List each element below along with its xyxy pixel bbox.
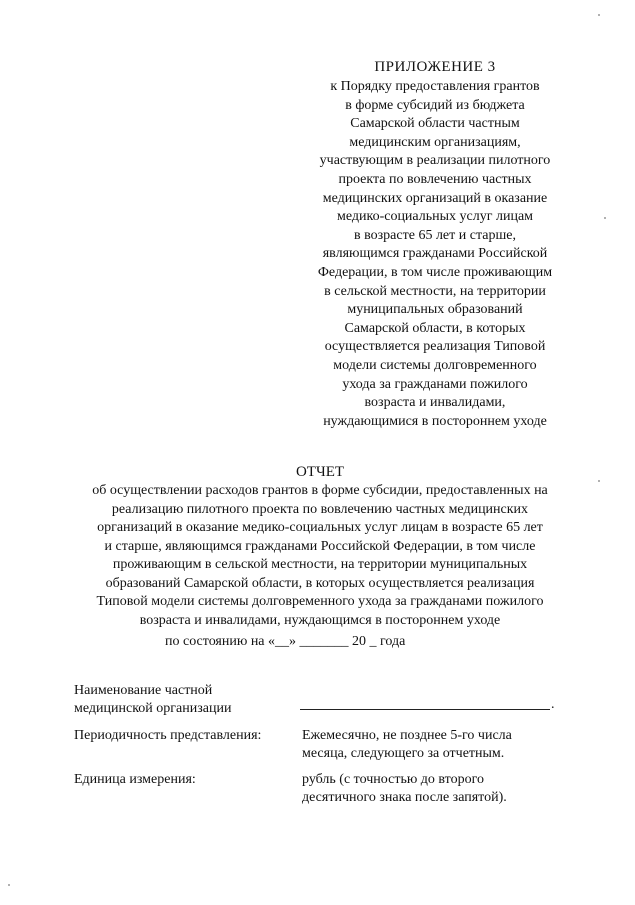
period-label: Периодичность представления: — [74, 728, 262, 743]
org-name-fill-line[interactable] — [300, 709, 550, 710]
appendix-block — [300, 58, 570, 431]
org-name-fill-period: . — [551, 697, 555, 712]
appendix-line: медицинских организаций в оказание — [322, 190, 548, 206]
appendix-line: модели системы долговременного — [333, 357, 537, 373]
report-title: ОТЧЕТ — [295, 464, 345, 480]
report-subtitle-line: и старше, являющимся гражданами Российской Федерации, в том числе — [104, 538, 536, 554]
appendix-line: возраста и инвалидами, — [364, 395, 506, 411]
appendix-line: медицинским организациям, — [349, 134, 521, 150]
appendix-line: муниципальных образований — [347, 302, 523, 318]
appendix-line: проекта по вовлечению частных — [338, 171, 532, 187]
unit-value-line2: десятичного знака после запятой). — [302, 790, 507, 805]
scan-speck — [8, 884, 10, 886]
unit-label: Единица измерения: — [74, 772, 196, 787]
appendix-line: являющимся гражданами Российской — [322, 246, 548, 262]
appendix-line: Федерации, в том числе проживающим — [317, 264, 553, 280]
unit-value-line1: рубль (с точностью до второго — [302, 772, 484, 787]
appendix-line: участвующим в реализации пилотного — [319, 153, 551, 169]
appendix-line: медико-социальных услуг лицам — [336, 209, 534, 225]
period-value-line2: месяца, следующего за отчетным. — [302, 746, 505, 761]
appendix-line: осуществляется реализация Типовой — [324, 339, 546, 355]
org-name-label-line2: медицинской организации — [74, 701, 232, 716]
report-date-line: по состоянию на «__» _______ 20 _ года — [165, 634, 406, 649]
appendix-line: нуждающимися в постороннем уходе — [323, 413, 547, 429]
scan-speck — [598, 14, 600, 16]
report-subtitle-line: реализацию пилотного проекта по вовлечению частных медицинских — [111, 501, 529, 517]
appendix-line: в форме субсидий из бюджета — [345, 97, 525, 113]
report-subtitle-line: возраста и инвалидами, нуждающимся в постороннем уходе — [139, 612, 501, 628]
period-value-line1: Ежемесячно, не позднее 5-го числа — [302, 728, 512, 743]
report-subtitle-line: образований Самарской области, в которых осуществляется реализация — [105, 575, 535, 591]
appendix-line: ухода за гражданами пожилого — [342, 376, 528, 392]
appendix-line: в сельской местности, на территории — [324, 283, 546, 299]
scan-speck — [604, 217, 606, 219]
report-subtitle-line: организаций в оказание медико-социальных услуг лицам в возрасте 65 лет — [97, 520, 543, 535]
appendix-line: в возрасте 65 лет и старше, — [354, 227, 516, 243]
appendix-line: Самарской области частным — [350, 116, 520, 132]
appendix-title: ПРИЛОЖЕНИЕ 3 — [374, 59, 496, 75]
appendix-line: Самарской области, в которых — [344, 320, 526, 336]
report-subtitle-line: Типовой модели системы долговременного ухода за гражданами пожилого — [96, 594, 544, 609]
scan-speck — [598, 480, 600, 482]
report-heading-block — [40, 463, 600, 630]
report-subtitle-line: проживающим в сельской местности, на территории муниципальных — [112, 557, 528, 572]
org-name-label-line1: Наименование частной — [74, 683, 213, 698]
report-subtitle-line: об осуществлении расходов грантов в форме субсидии, предоставленных на — [92, 483, 548, 498]
appendix-line: к Порядку предоставления грантов — [330, 79, 540, 94]
